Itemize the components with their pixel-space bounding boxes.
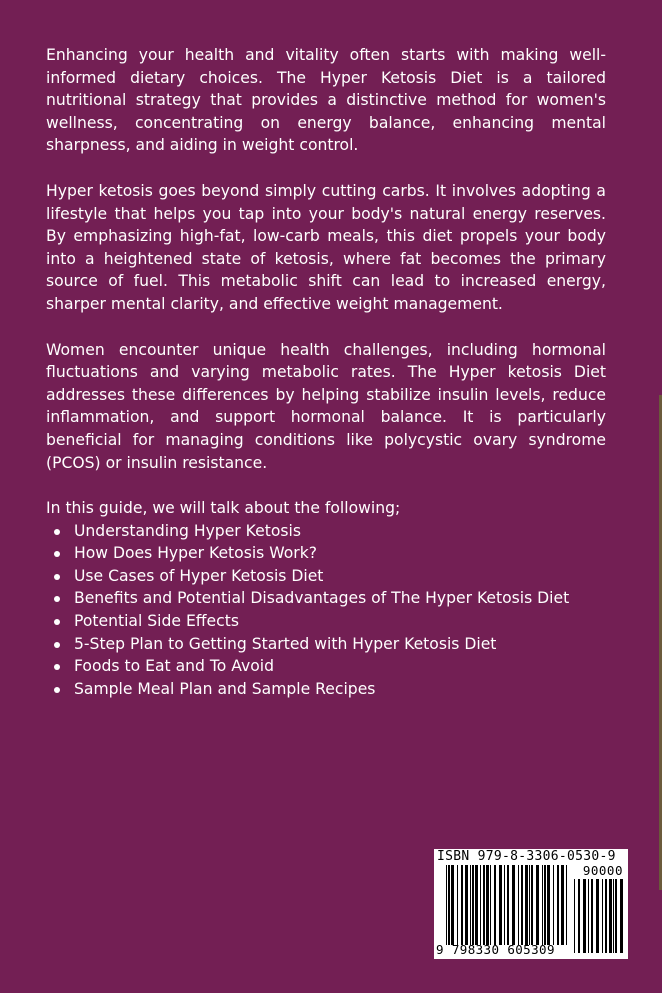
- barcode-bar: [494, 865, 496, 945]
- barcode-bar: [557, 865, 559, 945]
- list-item: [46, 587, 606, 610]
- barcode-bar: [512, 865, 515, 945]
- barcode-bar: [561, 865, 564, 945]
- barcode-bar: [529, 865, 530, 945]
- barcode-bar: [536, 865, 539, 945]
- bullet-icon: [54, 619, 60, 625]
- list-item: [46, 542, 606, 565]
- list-item-label: Potential Side Effects: [74, 612, 239, 631]
- barcode-bar: [472, 865, 474, 945]
- barcode-bar: [475, 865, 478, 945]
- barcode-bar: [542, 865, 543, 945]
- barcode-bar: [578, 879, 580, 953]
- barcode-bar: [615, 879, 617, 953]
- barcode-bar: [609, 879, 612, 953]
- bullet-icon: [54, 664, 60, 670]
- guide-intro: In this guide, we will talk about the following;: [46, 499, 401, 518]
- bullet-icon: [54, 642, 60, 648]
- barcode-bar: [605, 879, 607, 953]
- barcode-bar: [553, 865, 554, 945]
- barcode-bar: [596, 879, 599, 953]
- list-item: [46, 633, 606, 656]
- bullet-icon: [54, 596, 60, 602]
- barcode-bar: [521, 865, 523, 945]
- barcode-bar: [470, 865, 471, 945]
- list-item: [46, 678, 606, 701]
- list-item: [46, 610, 606, 633]
- bullet-icon: [54, 687, 60, 693]
- list-item-label: 5-Step Plan to Getting Started with Hyper Ketosis Diet: [74, 634, 497, 653]
- paragraph-women-health: Women encounter unique health challenges, including hormonal fluctuations and varying metabolic rates. The Hyper ketosis Diet addresses these differences by helping stabilize insulin levels, reduce inflammation, and support hormonal balance. It is particularly beneficial for managing conditions like polycystic ovary syndrome (PCOS) or insulin resistance.: [46, 340, 606, 472]
- addon-number: 90000: [582, 863, 623, 878]
- barcode-bar: [574, 879, 575, 953]
- barcode-bar: [613, 879, 614, 953]
- barcode-bar: [507, 865, 509, 945]
- barcode-bar: [544, 865, 546, 945]
- barcode-bar: [620, 879, 623, 953]
- list-item-label: Use Cases of Hyper Ketosis Diet: [74, 566, 324, 585]
- isbn-label: ISBN 979-8-3306-0530-9: [437, 849, 616, 864]
- barcode-bar: [588, 879, 589, 953]
- barcode-bar: [499, 865, 502, 945]
- bullet-icon: [54, 574, 60, 580]
- barcode-bar: [486, 865, 489, 945]
- list-item: [46, 565, 606, 588]
- list-item-label: How Does Hyper Ketosis Work?: [74, 544, 318, 563]
- bullet-icon: [54, 529, 60, 535]
- barcode-bar: [465, 865, 468, 945]
- isbn-barcode: [434, 849, 628, 959]
- barcode-bar: [591, 879, 593, 953]
- barcode-bar: [448, 865, 450, 945]
- list-item-label: Understanding Hyper Ketosis: [74, 521, 301, 540]
- barcode-bar: [457, 865, 458, 945]
- ean-number: 9 798330 605309: [436, 942, 555, 957]
- barcode-bar: [583, 879, 586, 953]
- barcode-bar: [451, 865, 454, 945]
- barcode-bar: [490, 865, 491, 945]
- barcode-bar: [518, 865, 519, 945]
- barcode-bar: [602, 879, 603, 953]
- barcode-bar: [461, 865, 463, 945]
- barcode-bar: [566, 865, 567, 945]
- topic-list: [46, 520, 606, 701]
- list-item: [46, 520, 606, 543]
- paragraph-intro: Enhancing your health and vitality often starts with making well-informed dietary choices. The Hyper Ketosis Diet is a tailored nutritional strategy that provides a distinctive method for women's wellness, concentrating on energy balance, enhancing mental sharpness, and aiding in weight control.: [46, 46, 606, 155]
- back-cover-text: [46, 44, 606, 700]
- bullet-icon: [54, 551, 60, 557]
- barcode-bar: [480, 865, 481, 945]
- barcode-bar: [547, 865, 550, 945]
- barcode-bar: [483, 865, 485, 945]
- barcode-bar: [446, 865, 447, 945]
- list-item-label: Sample Meal Plan and Sample Recipes: [74, 679, 376, 698]
- barcode-bar: [525, 865, 528, 945]
- list-item: [46, 655, 606, 678]
- paragraph-hyper-ketosis: Hyper ketosis goes beyond simply cutting carbs. It involves adopting a lifestyle that helps you tap into your body's natural energy reserves. By emphasizing high-fat, low-carb meals, this diet propels your body into a heightened state of ketosis, where fat becomes the primary source of fuel. This metabolic shift can lead to increased energy, sharper mental clarity, and effective weight management.: [46, 181, 606, 313]
- barcode-bar: [504, 865, 505, 945]
- list-item-label: Foods to Eat and To Avoid: [74, 657, 274, 676]
- barcode-bar: [531, 865, 533, 945]
- list-item-label: Benefits and Potential Disadvantages of The Hyper Ketosis Diet: [74, 589, 570, 608]
